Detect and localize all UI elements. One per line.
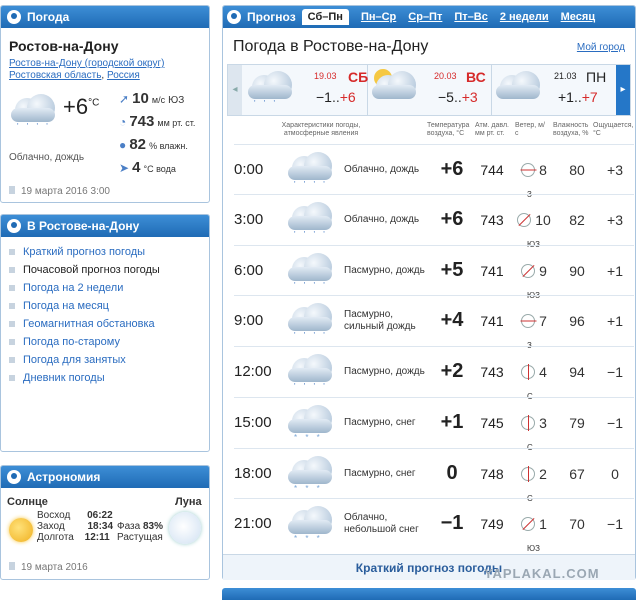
row-time: 9:00 [234, 312, 264, 329]
row-description: Облачно, дождь [344, 213, 420, 225]
humidity-info: ● 82 % влажн. [119, 136, 188, 153]
nav-item-geomagnetic[interactable]: Геомагнитная обстановка [1, 315, 209, 333]
row-description: Облачно, небольшой снег [344, 511, 419, 535]
logo-icon [227, 10, 241, 24]
wind-direction-icon [521, 163, 535, 177]
tab-fri-sun[interactable]: Пт–Вс [454, 11, 488, 23]
hourly-row [234, 448, 634, 503]
row-pressure: 744 [480, 161, 504, 178]
day-of-week: ПН [586, 69, 607, 85]
row-pressure: 745 [480, 414, 504, 431]
col-header-conditions: Характеристики погоды, атмосферные явления [281, 122, 361, 137]
short-forecast-link[interactable]: Краткий прогноз погоды [355, 561, 503, 575]
sunrise-time: 06:22 [87, 510, 113, 521]
row-description: Облачно, дождь [344, 163, 420, 175]
row-feels-like: +1 [607, 312, 623, 329]
logo-icon [7, 219, 21, 233]
row-time: 21:00 [234, 515, 272, 532]
col-header-feels: Ощущается, °С [593, 122, 634, 137]
row-feels-like: +3 [607, 211, 623, 228]
row-humidity: 80 [569, 161, 585, 178]
row-wind: 8 З [510, 162, 558, 178]
row-pressure: 741 [480, 312, 504, 329]
day-range: −5..+3 [438, 89, 478, 105]
moon-label: Луна [175, 496, 202, 508]
row-wind: 7 З [510, 313, 558, 329]
row-pressure: 749 [480, 515, 504, 532]
row-weather-icon: * * * [282, 450, 344, 498]
row-temp: +4 [440, 309, 464, 331]
pressure-info: ◔ 743 мм рт. ст. [119, 113, 196, 130]
day-date: 19.03 [314, 71, 337, 81]
row-feels-like: −1 [607, 414, 623, 431]
current-weather-panel: Погода Ростов-на-Дону Ростов-на-Дону (городской округ) Ростовская область, Россия ' ' ' ' $+6^{^\circ C}$ ➚ 10 м/с ЮЗ ◔ 743 мм рт. ст. ● 82 % влажн. ➤ 4 °C вода Облачно, дождь 19 марта 2016 3:00 [0, 5, 210, 203]
row-description: Пасмурно, снег [344, 467, 416, 479]
row-weather-icon: ' ' ' ' [282, 348, 344, 396]
row-pressure: 741 [480, 262, 504, 279]
wind-direction-icon [521, 517, 535, 531]
row-time: 15:00 [234, 414, 272, 431]
col-header-temp: Температура воздуха, °С [427, 122, 470, 137]
day-card[interactable] [368, 65, 492, 115]
sun-label: Солнце [7, 496, 48, 508]
hourly-row [234, 245, 634, 300]
nav-item-two-weeks[interactable]: Погода на 2 недели [1, 279, 209, 297]
row-time: 0:00 [234, 161, 264, 178]
day-date: 20.03 [434, 71, 457, 81]
city-nav-header: В Ростове-на-Дону [1, 215, 209, 237]
col-header-wind: Ветер, м/с [515, 122, 545, 137]
nav-item-hourly-forecast[interactable]: Почасовой прогноз погоды [1, 261, 209, 279]
days-strip [227, 64, 631, 116]
row-humidity: 94 [569, 363, 585, 380]
row-feels-like: −1 [607, 515, 623, 532]
column-headers [223, 120, 637, 146]
day-of-week: СБ [348, 69, 369, 85]
astronomy-header: Астрономия [1, 466, 209, 488]
hourly-row [234, 498, 634, 553]
tab-mon-wed[interactable]: Пн–Ср [360, 11, 397, 23]
day-of-week: ВС [466, 69, 486, 85]
day-weather-icon: ' ' ' [246, 67, 294, 107]
wind-info: ➚ 10 м/с ЮЗ [119, 90, 185, 107]
row-temp: +2 [440, 360, 464, 382]
row-temp: +6 [440, 158, 464, 180]
region-link[interactable]: Ростов-на-Дону (городской округ) [9, 58, 165, 69]
row-pressure: 743 [480, 363, 504, 380]
oblast-link[interactable]: Ростовская область [9, 70, 102, 81]
row-humidity: 70 [569, 515, 585, 532]
row-time: 6:00 [234, 262, 264, 279]
panel-title: Погода [27, 10, 70, 24]
row-temp: 0 [446, 462, 458, 484]
tab-two-weeks[interactable]: 2 недели [499, 11, 549, 23]
current-weather-icon: ' ' ' ' [9, 90, 57, 130]
row-wind: 10 ЮЗ [510, 212, 558, 228]
astro-date: 19 марта 2016 [9, 562, 88, 573]
prev-arrow-button[interactable]: ◂ [228, 65, 242, 115]
row-description: Пасмурно, снег [344, 416, 416, 428]
calendar-icon [9, 562, 15, 570]
row-weather-icon: ' ' ' ' [282, 247, 344, 295]
nav-item-diary[interactable]: Дневник погоды [1, 369, 209, 387]
humidity-drop-icon: ● [119, 138, 127, 152]
row-weather-icon: ' ' ' ' [282, 146, 344, 194]
current-weather-header [1, 6, 209, 28]
day-date: 21.03 [554, 71, 577, 81]
row-temp: −1 [440, 512, 464, 534]
nav-item-old-style[interactable]: Погода по-старому [1, 333, 209, 351]
row-wind: 3 С [510, 415, 558, 431]
watermark: YAPLAKAL.COM [484, 566, 600, 581]
wind-direction-icon [521, 416, 535, 430]
row-humidity: 96 [569, 312, 585, 329]
row-humidity: 90 [569, 262, 585, 279]
row-temp: +1 [440, 411, 464, 433]
row-humidity: 67 [569, 465, 585, 482]
nav-item-busy[interactable]: Погода для занятых [1, 351, 209, 369]
wind-direction-icon [517, 213, 531, 227]
bottom-panel-header [222, 588, 636, 600]
moon-icon [169, 512, 201, 544]
row-description: Пасмурно, сильный дождь [344, 308, 416, 332]
row-wind: 1 ЮЗ [510, 516, 558, 532]
sunset-time: 18:34 [87, 521, 114, 532]
row-pressure: 743 [480, 211, 504, 228]
tab-month[interactable]: Месяц [560, 11, 596, 23]
row-weather-icon: ' ' ' ' [282, 196, 344, 244]
row-humidity: 82 [569, 211, 585, 228]
row-weather-icon: ' ' ' ' [282, 297, 344, 345]
wind-direction-icon [521, 314, 535, 328]
hourly-row [234, 194, 634, 249]
col-header-pressure: Атм. давл. мм рт. ст. [475, 122, 509, 137]
fish-icon: ➤ [119, 161, 130, 175]
row-humidity: 79 [569, 414, 585, 431]
current-date: 19 марта 2016 3:00 [9, 186, 110, 197]
day-length: 12:11 [84, 532, 110, 543]
row-time: 12:00 [234, 363, 272, 380]
row-feels-like: −1 [607, 363, 623, 380]
current-temp: $+6^{^\circ C}$ [63, 94, 100, 119]
day-range: −1..+6 [316, 89, 356, 105]
day-card[interactable] [244, 65, 368, 115]
row-pressure: 748 [480, 465, 504, 482]
row-feels-like: +3 [607, 161, 623, 178]
my-city-link[interactable]: Мой город [576, 42, 625, 53]
row-weather-icon: * * * [282, 399, 344, 447]
pressure-gauge-icon: ◔ [119, 115, 127, 129]
country-link[interactable]: Россия [106, 70, 140, 81]
row-description: Пасмурно, дождь [344, 264, 425, 276]
calendar-icon [9, 186, 15, 194]
day-length-label: Долгота [37, 532, 74, 543]
sun-icon [9, 518, 33, 542]
day-card[interactable] [492, 65, 616, 115]
col-header-humidity: Влажность воздуха, % [553, 122, 589, 137]
row-description: Пасмурно, дождь [344, 365, 425, 377]
forecast-tabs-bar [223, 6, 635, 28]
row-time: 3:00 [234, 211, 264, 228]
wind-direction-icon [521, 467, 535, 481]
day-range: +1..+7 [558, 89, 598, 105]
moon-state: Растущая [117, 532, 163, 543]
next-arrow-button[interactable]: ▸ [616, 65, 630, 115]
row-wind: 2 С [510, 466, 558, 482]
row-time: 18:00 [234, 465, 272, 482]
current-condition: Облачно, дождь [9, 152, 85, 163]
hourly-row [234, 397, 634, 452]
city-nav-panel [0, 214, 210, 452]
hourly-row [234, 144, 634, 199]
row-temp: +5 [440, 259, 464, 281]
astronomy-panel [0, 465, 210, 580]
tab-sat-mon[interactable]: Сб–Пн [302, 9, 349, 25]
tab-forecast[interactable]: Прогноз [247, 10, 296, 24]
logo-icon [7, 10, 21, 24]
city-name: Ростов-на-Дону [9, 38, 119, 54]
hourly-row [234, 346, 634, 401]
wind-arrow-icon: ➚ [119, 92, 130, 106]
sunset-label: Заход [37, 521, 65, 532]
wind-direction-icon [521, 365, 535, 379]
row-temp: +6 [440, 208, 464, 230]
moon-phase-label: Фаза [117, 521, 141, 532]
logo-icon [7, 470, 21, 484]
row-wind: 4 С [510, 364, 558, 380]
water-info: ➤ 4 °C вода [119, 159, 176, 176]
row-wind: 9 ЮЗ [510, 263, 558, 279]
row-feels-like: +1 [607, 262, 623, 279]
forecast-title: Погода в Ростове-на-Дону [233, 38, 429, 55]
moon-phase: 83% [142, 521, 163, 532]
row-feels-like: 0 [611, 465, 619, 482]
day-weather-icon [370, 67, 418, 107]
nav-item-month[interactable]: Погода на месяц [1, 297, 209, 315]
nav-item-short-forecast[interactable]: Краткий прогноз погоды [1, 243, 209, 261]
day-weather-icon [494, 67, 542, 107]
sunrise-label: Восход [37, 510, 71, 521]
tab-wed-fri[interactable]: Ср–Пт [408, 11, 443, 23]
row-weather-icon: * * * [282, 500, 344, 548]
hourly-row [234, 295, 634, 350]
wind-direction-icon [521, 264, 535, 278]
